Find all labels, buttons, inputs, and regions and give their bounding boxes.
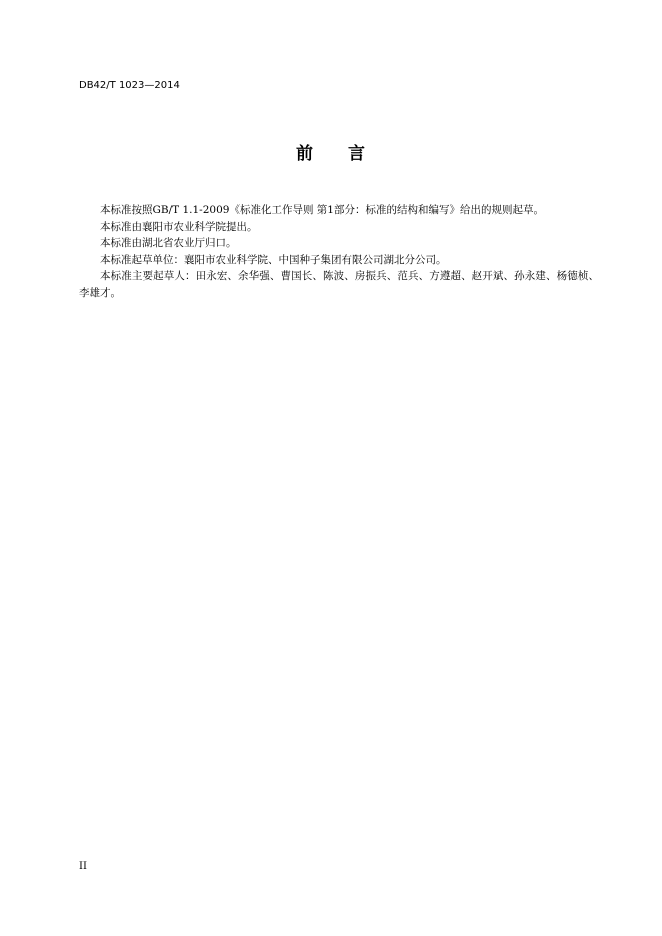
title-char-1: 前	[296, 144, 314, 164]
paragraph-proposer: 本标准由襄阳市农业科学院提出。	[100, 220, 258, 233]
paragraph-drafting-rules: 本标准按照GB/T 1.1-2009《标准化工作导则 第1部分：标准的结构和编写》给出的规则起草。	[100, 204, 544, 216]
page-title	[0, 143, 662, 165]
paragraph-drafters: 本标准主要起草人：田永宏、余华强、曹国长、陈波、房振兵、范兵、方遵超、赵开斌、孙永建、杨德桢、李雄才。	[79, 270, 599, 299]
paragraph-administrator: 本标准由湖北省农业厅归口。	[100, 237, 237, 249]
foreword-body	[79, 202, 599, 301]
paragraph-drafting-units: 本标准起草单位：襄阳市农业科学院、中国种子集团有限公司湖北分公司。	[100, 253, 447, 266]
standard-code: DB42/T 1023—2014	[79, 80, 180, 91]
page-number: II	[79, 861, 87, 872]
title-char-2: 言	[348, 144, 366, 164]
